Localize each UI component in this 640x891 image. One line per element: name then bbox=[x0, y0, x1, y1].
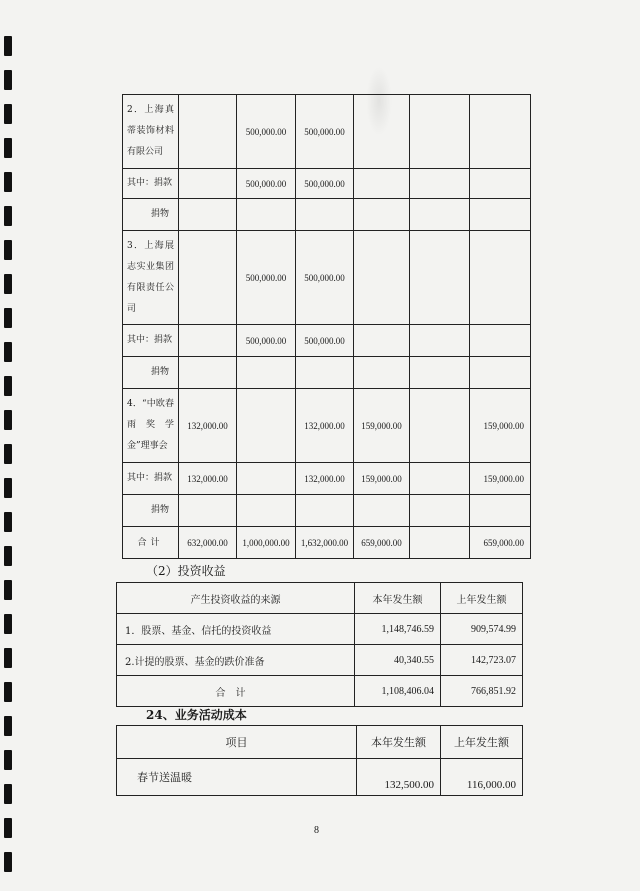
amount-cell bbox=[237, 357, 296, 389]
binding-hole bbox=[4, 546, 12, 566]
donation-table bbox=[122, 94, 531, 559]
activity-cost-table bbox=[116, 725, 523, 796]
donor-name-cell: 捐物 bbox=[123, 199, 179, 231]
binding-holes bbox=[4, 36, 13, 891]
amount-cell bbox=[237, 389, 296, 463]
page-number: 8 bbox=[314, 825, 319, 836]
amount-cell bbox=[179, 95, 237, 169]
amount-cell: 500,000.00 bbox=[296, 231, 354, 325]
amount-cell bbox=[354, 95, 410, 169]
donor-name-cell: 3．上海展志实业集团有限责任公司 bbox=[123, 231, 179, 325]
amount-cell: 500,000.00 bbox=[237, 95, 296, 169]
amount-cell bbox=[410, 169, 470, 199]
table-header-row bbox=[117, 583, 523, 614]
amount-cell bbox=[410, 463, 470, 495]
total-amount-cell: 1,000,000.00 bbox=[237, 527, 296, 559]
binding-hole bbox=[4, 580, 12, 600]
header-current: 本年发生额 bbox=[357, 726, 441, 759]
total-label: 合计 bbox=[123, 527, 179, 559]
amount-cell bbox=[179, 199, 237, 231]
header-source: 产生投资收益的来源 bbox=[117, 583, 355, 614]
total-row bbox=[117, 676, 523, 707]
amount-cell bbox=[470, 231, 531, 325]
investment-income-table bbox=[116, 582, 523, 707]
amount-cell bbox=[470, 325, 531, 357]
table-row bbox=[123, 169, 531, 199]
amount-cell bbox=[354, 231, 410, 325]
binding-hole bbox=[4, 750, 12, 770]
amount-cell: 132,000.00 bbox=[296, 463, 354, 495]
binding-hole bbox=[4, 716, 12, 736]
amount-cell bbox=[354, 169, 410, 199]
amount-cell: 500,000.00 bbox=[296, 325, 354, 357]
amount-cell bbox=[179, 231, 237, 325]
table-row bbox=[123, 357, 531, 389]
total-amount-cell: 632,000.00 bbox=[179, 527, 237, 559]
header-item: 项目 bbox=[117, 726, 357, 759]
binding-hole bbox=[4, 70, 12, 90]
amount-cell bbox=[470, 495, 531, 527]
amount-cell: 500,000.00 bbox=[296, 169, 354, 199]
amount-cell bbox=[237, 495, 296, 527]
binding-hole bbox=[4, 614, 12, 634]
header-prior: 上年发生额 bbox=[441, 726, 523, 759]
donor-name-cell: 4．“中欧春雨奖学金”理事会 bbox=[123, 389, 179, 463]
total-amount-cell: 659,000.00 bbox=[470, 527, 531, 559]
prior-cell: 909,574.99 bbox=[441, 614, 523, 645]
donor-name-cell: 捐物 bbox=[123, 495, 179, 527]
amount-cell bbox=[410, 495, 470, 527]
amount-cell: 500,000.00 bbox=[237, 169, 296, 199]
amount-cell bbox=[237, 463, 296, 495]
table-row bbox=[123, 325, 531, 357]
prior-cell: 116,000.00 bbox=[441, 759, 523, 796]
amount-cell bbox=[179, 169, 237, 199]
binding-hole bbox=[4, 682, 12, 702]
amount-cell bbox=[296, 495, 354, 527]
amount-cell bbox=[410, 95, 470, 169]
amount-cell: 159,000.00 bbox=[354, 389, 410, 463]
amount-cell: 500,000.00 bbox=[237, 325, 296, 357]
donor-name-cell: 2．上海真蒂装饰材料有限公司 bbox=[123, 95, 179, 169]
binding-hole bbox=[4, 444, 12, 464]
table-header-row bbox=[117, 726, 523, 759]
header-current: 本年发生额 bbox=[355, 583, 441, 614]
amount-cell: 500,000.00 bbox=[237, 231, 296, 325]
total-current: 1,108,406.04 bbox=[355, 676, 441, 707]
amount-cell bbox=[354, 199, 410, 231]
binding-hole bbox=[4, 478, 12, 498]
amount-cell bbox=[410, 325, 470, 357]
table-row bbox=[117, 614, 523, 645]
amount-cell: 159,000.00 bbox=[354, 463, 410, 495]
donor-name-cell: 捐物 bbox=[123, 357, 179, 389]
binding-hole bbox=[4, 784, 12, 804]
amount-cell: 132,000.00 bbox=[179, 463, 237, 495]
source-cell: 2.计提的股票、基金的跌价准备 bbox=[117, 645, 355, 676]
amount-cell bbox=[410, 389, 470, 463]
current-cell: 40,340.55 bbox=[355, 645, 441, 676]
amount-cell bbox=[410, 231, 470, 325]
binding-hole bbox=[4, 512, 12, 532]
binding-hole bbox=[4, 274, 12, 294]
donor-name-cell: 其中：捐款 bbox=[123, 169, 179, 199]
amount-cell bbox=[179, 325, 237, 357]
amount-cell bbox=[237, 199, 296, 231]
table-row bbox=[123, 95, 531, 169]
amount-cell: 159,000.00 bbox=[470, 389, 531, 463]
amount-cell bbox=[354, 357, 410, 389]
table-row bbox=[117, 645, 523, 676]
binding-hole bbox=[4, 36, 12, 56]
donor-name-cell: 其中：捐款 bbox=[123, 463, 179, 495]
table-row bbox=[123, 389, 531, 463]
header-prior: 上年发生额 bbox=[441, 583, 523, 614]
investment-heading: （2）投资收益 bbox=[146, 564, 226, 578]
amount-cell bbox=[410, 357, 470, 389]
binding-hole bbox=[4, 138, 12, 158]
amount-cell: 159,000.00 bbox=[470, 463, 531, 495]
amount-cell: 132,000.00 bbox=[296, 389, 354, 463]
binding-hole bbox=[4, 104, 12, 124]
total-amount-cell bbox=[410, 527, 470, 559]
current-cell: 132,500.00 bbox=[357, 759, 441, 796]
amount-cell bbox=[296, 199, 354, 231]
amount-cell bbox=[354, 495, 410, 527]
table-row bbox=[123, 199, 531, 231]
item-cell: 春节送温暖 bbox=[117, 759, 357, 796]
amount-cell bbox=[296, 357, 354, 389]
amount-cell bbox=[470, 199, 531, 231]
amount-cell bbox=[179, 495, 237, 527]
binding-hole bbox=[4, 342, 12, 362]
binding-hole bbox=[4, 172, 12, 192]
activity-cost-heading: 24、业务活动成本 bbox=[146, 708, 247, 722]
binding-hole bbox=[4, 308, 12, 328]
amount-cell bbox=[179, 357, 237, 389]
binding-hole bbox=[4, 206, 12, 226]
total-amount-cell: 1,632,000.00 bbox=[296, 527, 354, 559]
table-row bbox=[123, 231, 531, 325]
binding-hole bbox=[4, 376, 12, 396]
amount-cell bbox=[354, 325, 410, 357]
amount-cell bbox=[470, 95, 531, 169]
table-row bbox=[123, 495, 531, 527]
binding-hole bbox=[4, 818, 12, 838]
total-amount-cell: 659,000.00 bbox=[354, 527, 410, 559]
amount-cell: 132,000.00 bbox=[179, 389, 237, 463]
binding-hole bbox=[4, 410, 12, 430]
total-label: 合计 bbox=[117, 676, 355, 707]
table-row bbox=[123, 463, 531, 495]
binding-hole bbox=[4, 852, 12, 872]
amount-cell bbox=[470, 357, 531, 389]
source-cell: 1．股票、基金、信托的投资收益 bbox=[117, 614, 355, 645]
donor-name-cell: 其中：捐款 bbox=[123, 325, 179, 357]
amount-cell bbox=[410, 199, 470, 231]
amount-cell: 500,000.00 bbox=[296, 95, 354, 169]
total-prior: 766,851.92 bbox=[441, 676, 523, 707]
binding-hole bbox=[4, 648, 12, 668]
current-cell: 1,148,746.59 bbox=[355, 614, 441, 645]
table-row bbox=[117, 759, 523, 796]
prior-cell: 142,723.07 bbox=[441, 645, 523, 676]
total-row bbox=[123, 527, 531, 559]
binding-hole bbox=[4, 240, 12, 260]
amount-cell bbox=[470, 169, 531, 199]
